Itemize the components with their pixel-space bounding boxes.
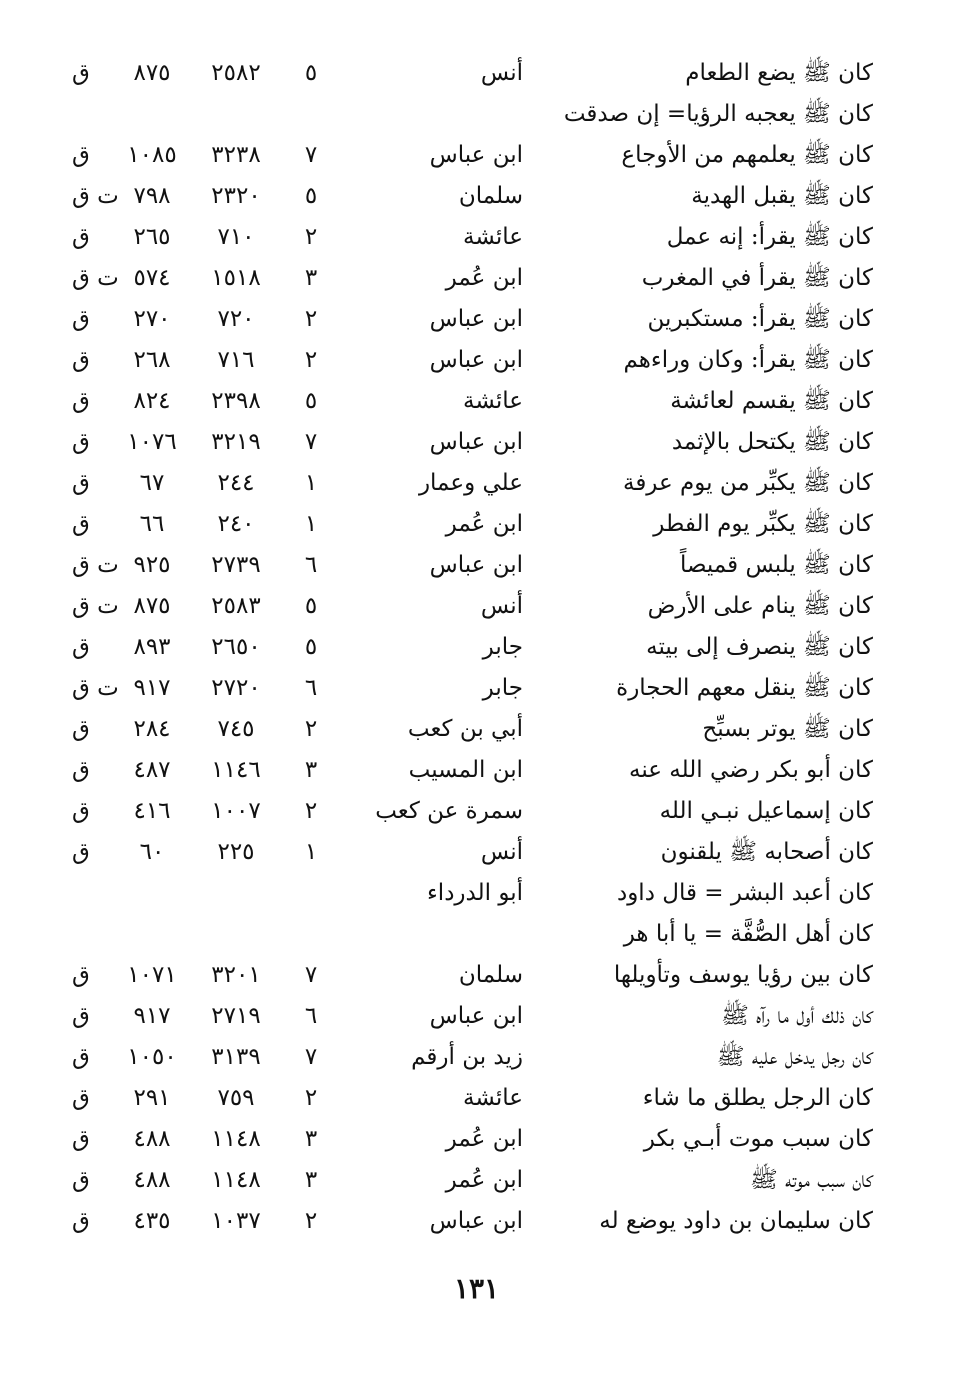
index-row (0, 298, 953, 339)
hadith-text: كان ﷺ يكبِّر يوم الفطر (653, 511, 873, 537)
hadith-number: ٢٥٨٣ (211, 593, 261, 619)
source-code: ق (72, 306, 90, 332)
index-row (0, 708, 953, 749)
source-code: ق (72, 470, 90, 496)
narrator-name: ابن عُمر (445, 1167, 523, 1193)
hadith-text: كان رجل يدخل عليه ﷺ (716, 1044, 873, 1070)
source-code: ق (72, 798, 90, 824)
hadith-number: ١١٤٨ (211, 1126, 261, 1152)
narrator-name: سمرة عن كعب (375, 798, 523, 824)
page-reference: ٢٦٥ (133, 224, 171, 250)
hadith-number: ٣٢١٩ (211, 429, 261, 455)
hadith-number: ٧٢٠ (217, 306, 255, 332)
hadith-text: كان سليمان بن داود يوضع له (599, 1208, 873, 1234)
volume-number: ٥ (304, 183, 318, 209)
narrator-name: ابن عُمر (445, 511, 523, 537)
index-row (0, 626, 953, 667)
narrator-name: أبي بن كعب (407, 716, 523, 742)
hadith-text: كان ﷺ يضع الطعام (685, 60, 873, 86)
index-row (0, 544, 953, 585)
hadith-text: كان أعبد البشر = قال داود (616, 880, 873, 906)
narrator-name: سلمان (458, 183, 523, 209)
page-reference: ٢٩١ (133, 1085, 171, 1111)
narrator-name: أنس (480, 60, 523, 86)
hadith-text: كان ﷺ يقرأ: مستكبرين (647, 306, 873, 332)
page-reference: ٦٧ (139, 470, 165, 496)
page-reference: ٦٦ (139, 511, 165, 537)
index-row (0, 175, 953, 216)
page-reference: ٤٨٧ (133, 757, 171, 783)
hadith-number: ٣١٣٩ (211, 1044, 261, 1070)
narrator-name: جابر (482, 675, 523, 701)
page-reference: ٢٦٨ (133, 347, 171, 373)
page-reference: ٨٧٥ (133, 593, 171, 619)
source-code: ق (72, 634, 90, 660)
source-code: ق (72, 716, 90, 742)
index-row (0, 954, 953, 995)
index-row (0, 667, 953, 708)
index-table (0, 52, 953, 1241)
hadith-number: ٢٤٠ (217, 511, 255, 537)
index-row (0, 257, 953, 298)
hadith-number: ٢٧١٩ (211, 1003, 261, 1029)
volume-number: ٢ (304, 306, 318, 332)
hadith-number: ٧٤٥ (217, 716, 255, 742)
source-code: ق (72, 388, 90, 414)
page-reference: ٨٧٥ (133, 60, 171, 86)
page-reference: ١٠٨٥ (127, 142, 177, 168)
hadith-text: كان ﷺ ينصرف إلى بيته (646, 634, 873, 660)
volume-number: ٥ (304, 388, 318, 414)
source-code: ت ق (72, 593, 119, 619)
source-code: ق (72, 224, 90, 250)
index-row (0, 790, 953, 831)
hadith-text: كان ﷺ يلبس قميصاً (679, 552, 873, 578)
hadith-text: كان ﷺ يقبل الهدية (691, 183, 873, 209)
source-code: ق (72, 1044, 90, 1070)
source-code: ق (72, 60, 90, 86)
page-reference: ٩١٧ (133, 1003, 171, 1029)
hadith-number: ١٥١٨ (211, 265, 261, 291)
hadith-text: كان أهل الصُّفَّة = يا أبا هر (623, 921, 873, 947)
hadith-number: ١٠٣٧ (211, 1208, 261, 1234)
hadith-text: كان أبو بكر رضي الله عنه (628, 757, 873, 783)
volume-number: ٧ (304, 429, 318, 455)
page-reference: ٢٧٠ (133, 306, 171, 332)
narrator-name: ابن عباس (429, 1208, 523, 1234)
hadith-number: ٢٧٣٩ (211, 552, 261, 578)
index-row (0, 380, 953, 421)
hadith-number: ٢٥٨٢ (211, 60, 261, 86)
hadith-number: ٧١٠ (217, 224, 255, 250)
hadith-number: ٢٢٥ (217, 839, 255, 865)
index-row (0, 1200, 953, 1241)
hadith-number: ٣٢٣٨ (211, 142, 261, 168)
volume-number: ١ (304, 839, 318, 865)
source-code: ق (72, 429, 90, 455)
hadith-text: كان ﷺ ينقل معهم الحجارة (616, 675, 873, 701)
narrator-name: ابن عباس (429, 1003, 523, 1029)
source-code: ق (72, 511, 90, 537)
hadith-text: كان ذلك أول ما رآه ﷺ (721, 1003, 873, 1029)
hadith-text: كان ﷺ يكبِّر من يوم عرفة (622, 470, 873, 496)
volume-number: ٢ (304, 798, 318, 824)
page-reference: ٨٩٣ (133, 634, 171, 660)
hadith-number: ٧١٦ (217, 347, 255, 373)
volume-number: ٢ (304, 1208, 318, 1234)
hadith-text: كان أصحابه ﷺ يلقنون (660, 839, 873, 865)
source-code: ق (72, 1208, 90, 1234)
narrator-name: ابن عباس (429, 552, 523, 578)
index-row (0, 995, 953, 1036)
page-reference: ٤٨٨ (133, 1126, 171, 1152)
hadith-text: كان ﷺ يقرأ: إنه عمل (666, 224, 873, 250)
index-row (0, 1036, 953, 1077)
volume-number: ٦ (304, 1003, 318, 1029)
narrator-name: ابن عُمر (445, 1126, 523, 1152)
index-row (0, 462, 953, 503)
volume-number: ٥ (304, 593, 318, 619)
hadith-text: كان ﷺ يقرأ: وكان وراءهم (623, 347, 873, 373)
source-code: ق (72, 839, 90, 865)
hadith-number: ٢٧٢٠ (211, 675, 261, 701)
hadith-text: كان الرجل يطلق ما شاء (642, 1085, 873, 1111)
narrator-name: أنس (480, 839, 523, 865)
narrator-name: عائشة (463, 1085, 523, 1111)
index-row (0, 585, 953, 626)
page-reference: ١٠٧١ (127, 962, 177, 988)
volume-number: ٧ (304, 142, 318, 168)
source-code: ت ق (72, 675, 119, 701)
page-reference: ٩٢٥ (133, 552, 171, 578)
volume-number: ٥ (304, 634, 318, 660)
hadith-text: كان ﷺ يكتحل بالإثمد (671, 429, 873, 455)
narrator-name: ابن عباس (429, 429, 523, 455)
page-reference: ٢٨٤ (133, 716, 171, 742)
hadith-text: كان سبب موت أبـي بكر (643, 1126, 873, 1152)
hadith-text: كان بين رؤيا يوسف وتأويلها (613, 962, 873, 988)
narrator-name: زيد بن أرقم (411, 1044, 523, 1070)
narrator-name: عائشة (463, 224, 523, 250)
hadith-text: كان ﷺ يعجبه الرؤيا= إن صدقت (563, 101, 873, 127)
hadith-number: ٣٢٠١ (211, 962, 261, 988)
index-row (0, 872, 953, 913)
index-row (0, 913, 953, 954)
hadith-text: كان ﷺ يوتر بسبِّح (702, 716, 873, 742)
narrator-name: ابن عباس (429, 347, 523, 373)
hadith-number: ١١٤٦ (211, 757, 261, 783)
source-code: ق (72, 1085, 90, 1111)
volume-number: ٧ (304, 1044, 318, 1070)
page-reference: ٨٢٤ (133, 388, 171, 414)
hadith-number: ٢٤٤ (217, 470, 255, 496)
hadith-text: كان ﷺ يقسم لعائشة (670, 388, 873, 414)
source-code: ت ق (72, 552, 119, 578)
narrator-name: عائشة (463, 388, 523, 414)
volume-number: ٥ (304, 60, 318, 86)
index-row (0, 52, 953, 93)
narrator-name: أنس (480, 593, 523, 619)
hadith-text: كان ﷺ ينام على الأرض (647, 593, 873, 619)
index-row (0, 831, 953, 872)
narrator-name: ابن عباس (429, 306, 523, 332)
hadith-number: ٢٣٢٠ (211, 183, 261, 209)
narrator-name: ابن عُمر (445, 265, 523, 291)
hadith-text: كان إسماعيل نبـي الله (659, 798, 873, 824)
index-row (0, 1159, 953, 1200)
narrator-name: ابن عباس (429, 142, 523, 168)
source-code: ت ق (72, 183, 119, 209)
page-reference: ٤١٦ (133, 798, 171, 824)
index-row (0, 503, 953, 544)
volume-number: ٣ (304, 265, 318, 291)
narrator-name: أبو الدرداء (426, 880, 523, 906)
volume-number: ٢ (304, 1085, 318, 1111)
volume-number: ٧ (304, 962, 318, 988)
index-row (0, 1077, 953, 1118)
index-row (0, 749, 953, 790)
index-row (0, 421, 953, 462)
volume-number: ٣ (304, 1126, 318, 1152)
hadith-number: ٢٣٩٨ (211, 388, 261, 414)
source-code: ق (72, 142, 90, 168)
page-reference: ٧٩٨ (133, 183, 171, 209)
narrator-name: علي وعمار (418, 470, 523, 496)
hadith-text: كان سبب موته ﷺ (750, 1167, 873, 1193)
hadith-number: ١٠٠٧ (211, 798, 261, 824)
index-row (0, 216, 953, 257)
volume-number: ٢ (304, 224, 318, 250)
volume-number: ٢ (304, 347, 318, 373)
volume-number: ١ (304, 511, 318, 537)
index-row (0, 93, 953, 134)
volume-number: ٦ (304, 675, 318, 701)
page-reference: ٥٧٤ (133, 265, 171, 291)
hadith-text: كان ﷺ يقرأ في المغرب (641, 265, 873, 291)
hadith-number: ٢٦٥٠ (211, 634, 261, 660)
source-code: ت ق (72, 265, 119, 291)
index-row (0, 339, 953, 380)
hadith-number: ١١٤٨ (211, 1167, 261, 1193)
volume-number: ٦ (304, 552, 318, 578)
source-code: ق (72, 757, 90, 783)
source-code: ق (72, 1003, 90, 1029)
page-reference: ٤٨٨ (133, 1167, 171, 1193)
hadith-text: كان ﷺ يعلمهم من الأوجاع (621, 142, 873, 168)
volume-number: ٣ (304, 757, 318, 783)
source-code: ق (72, 962, 90, 988)
page-reference: ١٠٥٠ (127, 1044, 177, 1070)
page-reference: ٦٠ (139, 839, 165, 865)
hadith-number: ٧٥٩ (217, 1085, 255, 1111)
index-row (0, 1118, 953, 1159)
narrator-name: ابن المسيب (408, 757, 523, 783)
narrator-name: سلمان (458, 962, 523, 988)
page-number: ١٣١ (453, 1272, 500, 1305)
narrator-name: جابر (482, 634, 523, 660)
source-code: ق (72, 1167, 90, 1193)
source-code: ق (72, 1126, 90, 1152)
page-reference: ١٠٧٦ (127, 429, 177, 455)
index-row (0, 134, 953, 175)
volume-number: ١ (304, 470, 318, 496)
page-reference: ٤٣٥ (133, 1208, 171, 1234)
volume-number: ٣ (304, 1167, 318, 1193)
source-code: ق (72, 347, 90, 373)
page-reference: ٩١٧ (133, 675, 171, 701)
volume-number: ٢ (304, 716, 318, 742)
